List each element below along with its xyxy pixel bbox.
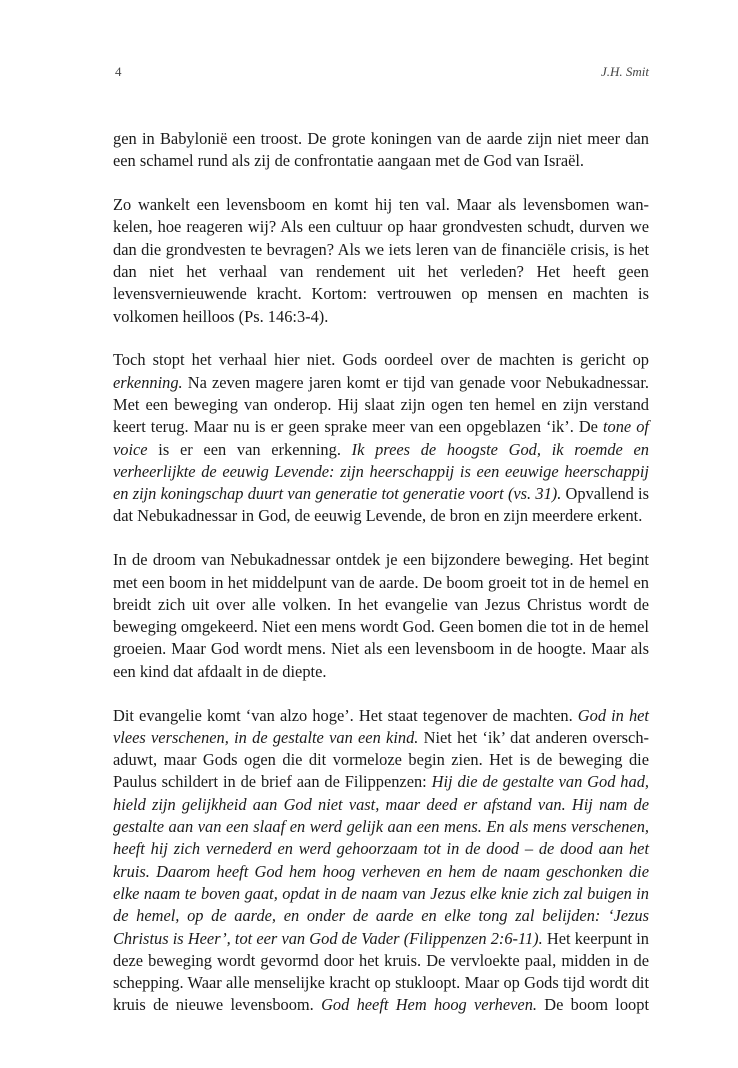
italic-run: God in het vlees verschenen, in de gestalte van een kind. [113, 705, 649, 747]
text-run: In de droom van Nebukadnessar ontdek je een bijzondere beweging. Het begint met een boom in het middelpunt van de aarde. De boom groeit tot in de hemel en breidt zich uit over alle volken. In het evangelie van Jezus Christus wordt de beweging omgekeerd. Niet een mens wordt God. Geen bomen die tot in de hemel groeien. Maar God wordt mens. Niet als een levensboom in de hoogte. Maar als een kind dat afdaalt in de diepte. [113, 550, 649, 681]
running-header [113, 64, 649, 84]
text-run: Het keerpunt in deze beweging wordt gevormd door het kruis. De vervloekte paal, midden in de schepping. Waar alle menselijke kracht op stukloopt. Maar op Gods tijd wordt dit kruis de nieuwe levensboom. [113, 928, 649, 1015]
paragraph-5 [113, 705, 649, 1017]
italic-run: erkenning. [113, 372, 183, 392]
text-run: Niet het ‘ik’ dat anderen overschaduwt, maar Gods ogen die dit vormeloze begin zien. Het is de beweging die Paulus schildert in de brief aan de Filippenzen: [113, 727, 649, 792]
text-run: Na zeven magere jaren komt er tijd van genade voor Nebukadnessar. Met een beweging van onderop. Hij slaat zijn ogen ten hemel en zijn verstand keert terug. Maar nu is er geen sprake meer van een opgeblazen ‘ik’. De [113, 372, 649, 437]
text-run: Opvallend is dat Nebukadnessar in God, de eeuwig Levende, de bron en zijn meerdere erkent. [113, 484, 649, 526]
text-run: Zo wankelt een levensboom en komt hij ten val. Maar als levensbomen wankelen, hoe reageren wij? Als een cultuur op haar grondvesten schudt, durven we dan die grondvesten te bevragen? Als we iets leren van de financiële crisis, is het dan niet het verhaal van rendement uit het verleden? Het heeft geen levensvernieuwende kracht. Kortom: vertrouwen op mensen en machten is volkomen heilloos (Ps. 146:3-4). [113, 195, 649, 326]
italic-run: tone of voice [113, 417, 649, 459]
paragraph-1 [113, 128, 649, 173]
running-head-author: J.H. Smit [600, 64, 649, 79]
paragraph-2 [113, 194, 649, 328]
italic-quote-daniel: Ik prees de hoogste God, ik roemde en verheerlijkte de eeuwig Levende: zijn heerschappij is een eeuwige heerschappij en zijn koningschap duurt van generatie tot generatie voort (vs. 31). [113, 439, 649, 504]
text-run: De boom loopt [536, 995, 649, 1015]
body-text [113, 128, 649, 1038]
text-run: Toch stopt het verhaal hier niet. Gods oordeel over de machten is gericht op [113, 350, 649, 370]
paragraph-4 [113, 549, 649, 683]
text-run: Dit evangelie komt ‘van alzo hoge’. Het staat tegenover de machten. [113, 705, 578, 725]
italic-quote-filippenzen: Hij die de gestalte van God had, hield zijn gelijkheid aan God niet vast, maar deed er afstand van. Hij nam de gestalte aan van een slaaf en werd gelijk aan een mens. En als mens verschenen, heeft hij zich vernederd en werd gehoorzaam tot in de dood – de dood aan het kruis. Daarom heeft God hem hoog verheven en hem de naam geschonken die elke naam te boven gaat, opdat in de naam van Jezus elke knie zich zal buigen in de hemel, op de aarde, en onder de aarde en elke tong zal belijden: ‘Jezus Christus is Heer’, tot eer van God de Vader (Filippenzen 2:6-11). [113, 772, 649, 948]
text-run: gen in Babylonië een troost. De grote koningen van de aarde zijn niet meer dan een schamel rund als zij de confrontatie aangaan met de God van Israël. [113, 129, 649, 171]
text-run: is er een van erkenning. [147, 439, 352, 459]
italic-run: God heeft Hem hoog verheven. [321, 995, 537, 1015]
page-number: 4 [115, 64, 122, 79]
paragraph-3 [113, 349, 649, 527]
